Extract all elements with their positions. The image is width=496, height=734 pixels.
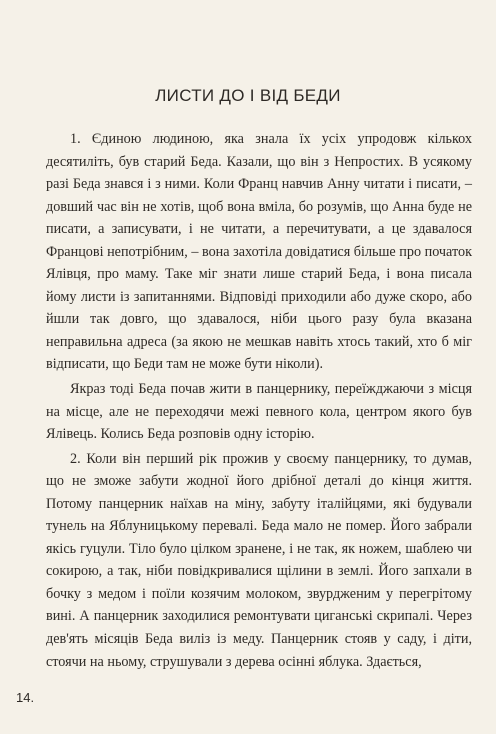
page-number: 14.: [16, 690, 35, 705]
chapter-title: ЛИСТИ ДО І ВІД БЕДИ: [155, 86, 341, 105]
paragraph-1: 1. Єдиною людиною, яка знала їх усіх упродовж кількох десятиліть, був старий Беда. Казали, що він з Непростих. В усякому разі Беда знався і з ними. Коли Франц навчив Анну читати і писати, – довший час він не хотів, щоб вона вміла, бо розумів, що Анна буде не писати, а записувати, і не читати, а перечитувати, а це здавалося Францові непотрібним, – вона захотіла довідатися більше про початок Ялівця, про маму. Таке міг знати лише старий Беда, і вона писала йому листи із запитаннями. Відповіді приходили або дуже скоро, або йшли так довго, що здавалося, ніби цього разу була вказана неправильна адреса (за якою не мешкав навіть хтось такий, хто б міг відписати, що Беди там не може бути ніколи).: [46, 131, 472, 373]
paragraph-2: Якраз тоді Беда почав жити в панцернику, переїжджаючи з місця на місце, але не переходячи межі певного кола, центром якого був Ялівець. Колись Беда розповів одну історію.: [46, 381, 472, 443]
body-text: [46, 128, 472, 673]
paragraph-3: 2. Коли він перший рік прожив у своєму панцернику, то думав, що не зможе забути жодної його дрібної деталі до кінця життя. Потому панцерник наїхав на міну, забуту італійцями, які будували тунель на Яблуницькому перевалі. Беда мало не помер. Його забрали якісь гуцули. Тіло було цілком зранене, і не так, як ножем, шаблею чи сокирою, а так, ніби повідкривалися щілини в землі. Його запхали в бочку з медом і поїли козячим молоком, звурдженим у перегрітому вині. А панцерник заходилися ремонтувати циганські скрипалі. Через дев'ять місяців Беда виліз із меду. Панцерник стояв у саду, і діти, стоячи на ньому, струшували з дерева осінні яблука. Здається,: [46, 450, 472, 670]
